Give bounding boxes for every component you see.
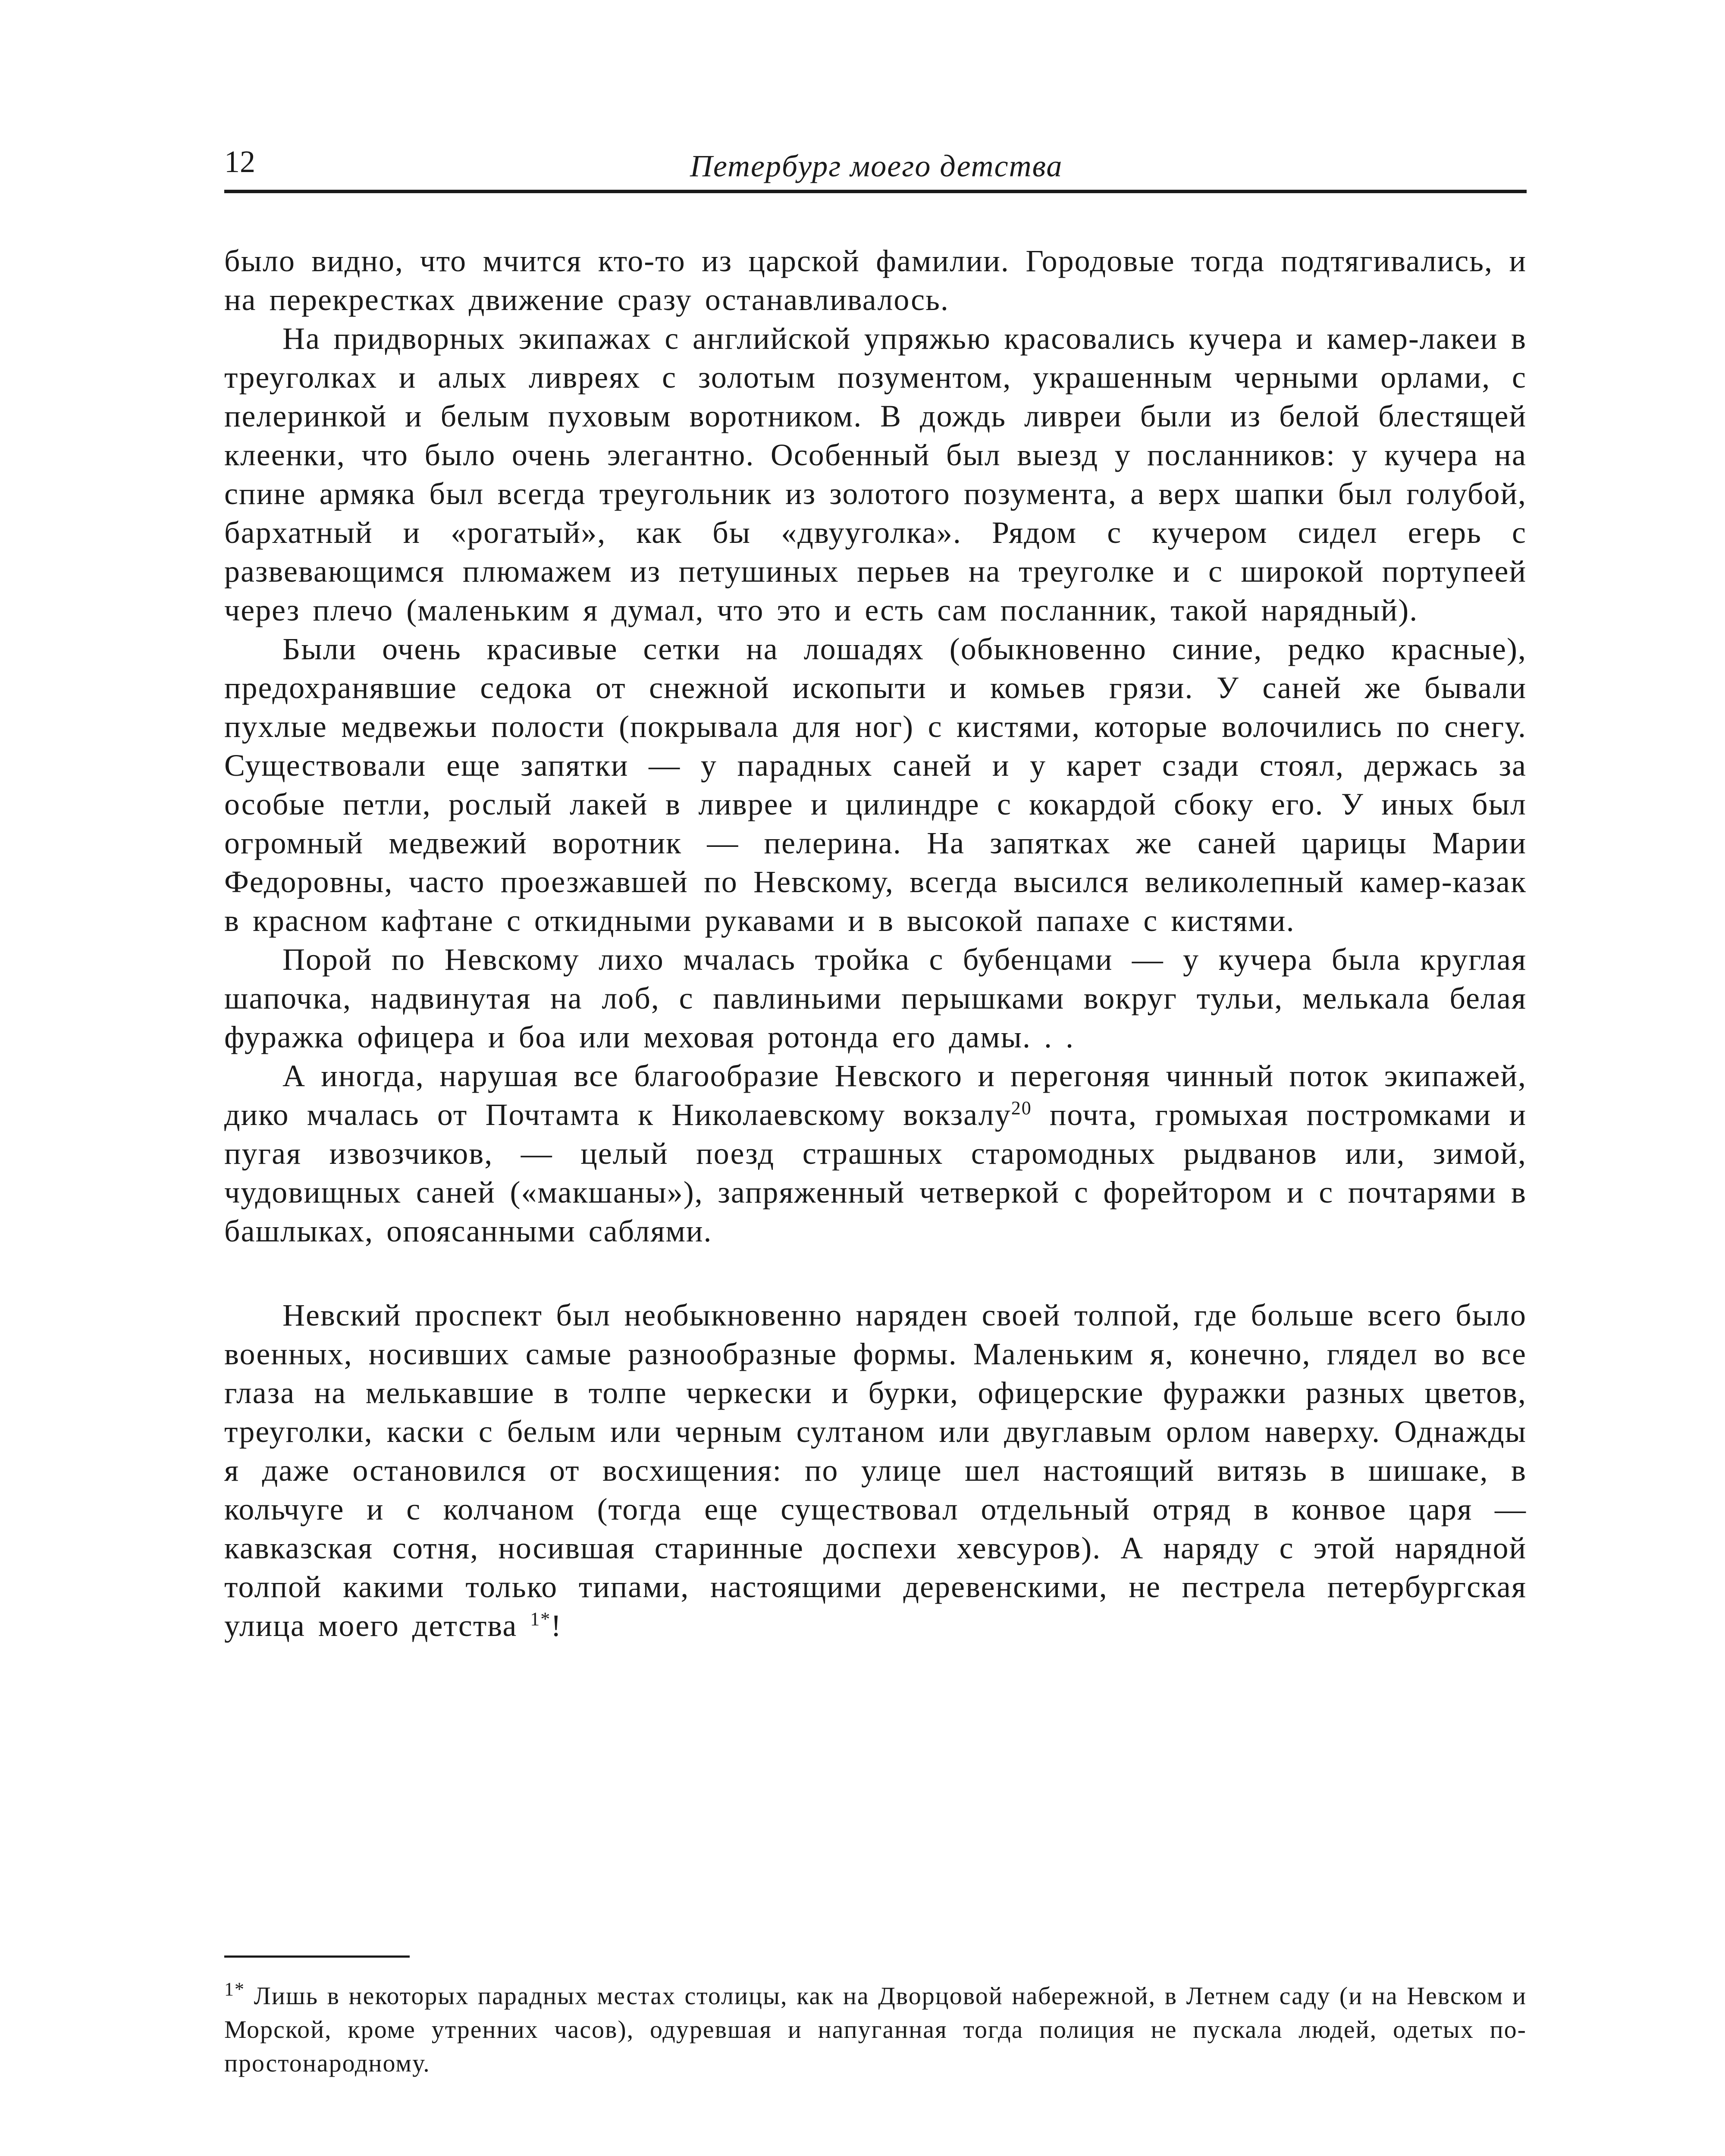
footnote-marker: 1*	[224, 1978, 245, 2000]
footnote-text: Лишь в некоторых парадных местах столицы, как на Дворцовой набережной, в Летнем саду (и на Невском и Морской, кроме утренних часов), одуревшая и напуганная тогда полиция не пускала людей, одетых по-простонародному.	[224, 1982, 1527, 2077]
footnote	[224, 1979, 1527, 2080]
paragraph: было видно, что мчится кто-то из царской фамилии. Городовые тогда подтягивались, и на перекрестках движение сразу останавливалось.	[224, 244, 1527, 317]
footnote-divider	[224, 1955, 410, 1958]
footnote-reference: 1*	[530, 1608, 551, 1630]
body-text	[224, 241, 1527, 1645]
running-title: Петербург моего детства	[690, 149, 1063, 183]
paragraph: Порой по Невскому лихо мчалась тройка с бубенцами — у кучера была круглая шапочка, надвинутая на лоб, с павлиньими перышками вокруг тульи, мелькала белая фуражка офицера и боа или меховая ротонда его дамы. . .	[224, 942, 1527, 1054]
paragraph: Были очень красивые сетки на лошадях (обыкновенно синие, редко красные), предохранявшие седока от снежной ископыти и комьев грязи. У саней же бывали пухлые медвежьи полости (покрывала для ног) с кистями, которые волочились по снегу. Существовали еще запятки — у парадных саней и у карет сзади стоял, держась за особые петли, рослый лакей в ливрее и цилиндре с кокардой сбоку его. У иных был огромный медвежий воротник — пелерина. На запятках же саней царицы Марии Федоровны, часто проезжавшей по Невскому, всегда высился великолепный камер-казак в красном кафтане с откидными рукавами и в высокой папахе с кистями.	[224, 632, 1527, 938]
paragraph-with-note	[224, 1296, 1527, 1645]
paragraph: На придворных экипажах с английской упряжью красовались кучера и камер-лакеи в треуголках и алых ливреях с золотым позументом, украшенным черными орлами, с пелеринкой и белым пуховым воротником. В дождь ливреи были из белой блестящей клеенки, что было очень элегантно. Особенный был выезд у посланников: у кучера на спине армяка был всегда треугольник из золотого позумента, а верх шапки был голубой, бархатный и «рогатый», как бы «двууголка». Рядом с кучером сидел егерь с развевающимся плюмажем из петушиных перьев на треуголке и с широкой портупеей через плечо (маленьким я думал, что это и есть сам посланник, такой нарядный).	[224, 321, 1527, 627]
paragraph-text: Невский проспект был необыкновенно наряден своей толпой, где больше всего было военных, носивших самые разнообразные формы. Маленьким я, конечно, глядел во все глаза на мелькавшие в толпе черкески и бурки, офицерские фуражки разных цветов, треуголки, каски с белым или черным султаном или двуглавым орлом наверху. Однажды я даже остановился от восхищения: по улице шел настоящий витязь в шишаке, в кольчуге и с колчаном (тогда еще существовал отдельный отряд в конвое царя — кавказская сотня, носившая старинные доспехи хевсуров). А наряду с этой нарядной толпой какими только типами, настоящими деревенскими, не пестрела петербургская улица моего детства	[224, 1298, 1527, 1643]
section-break	[224, 1250, 1527, 1296]
page-number: 12	[224, 144, 255, 179]
paragraph-text: почта, громыхая постромками и пугая извозчиков, — целый поезд страшных старомодных рыдванов или, зимой, чудовищных саней («макшаны»), запряженный четверкой с форейтором и с почтарями в башлыках, опоясанными саблями.	[224, 1097, 1527, 1248]
punctuation: !	[551, 1608, 562, 1643]
running-head	[224, 142, 1527, 193]
note-reference: 20	[1011, 1097, 1032, 1119]
paragraph-text: А иногда, нарушая все благообразие Невского и перегоняя чинный поток экипажей, дико мчалась от Почтамта к Николаевскому вокзалу	[224, 1059, 1527, 1132]
paragraph-with-note	[224, 1056, 1527, 1250]
